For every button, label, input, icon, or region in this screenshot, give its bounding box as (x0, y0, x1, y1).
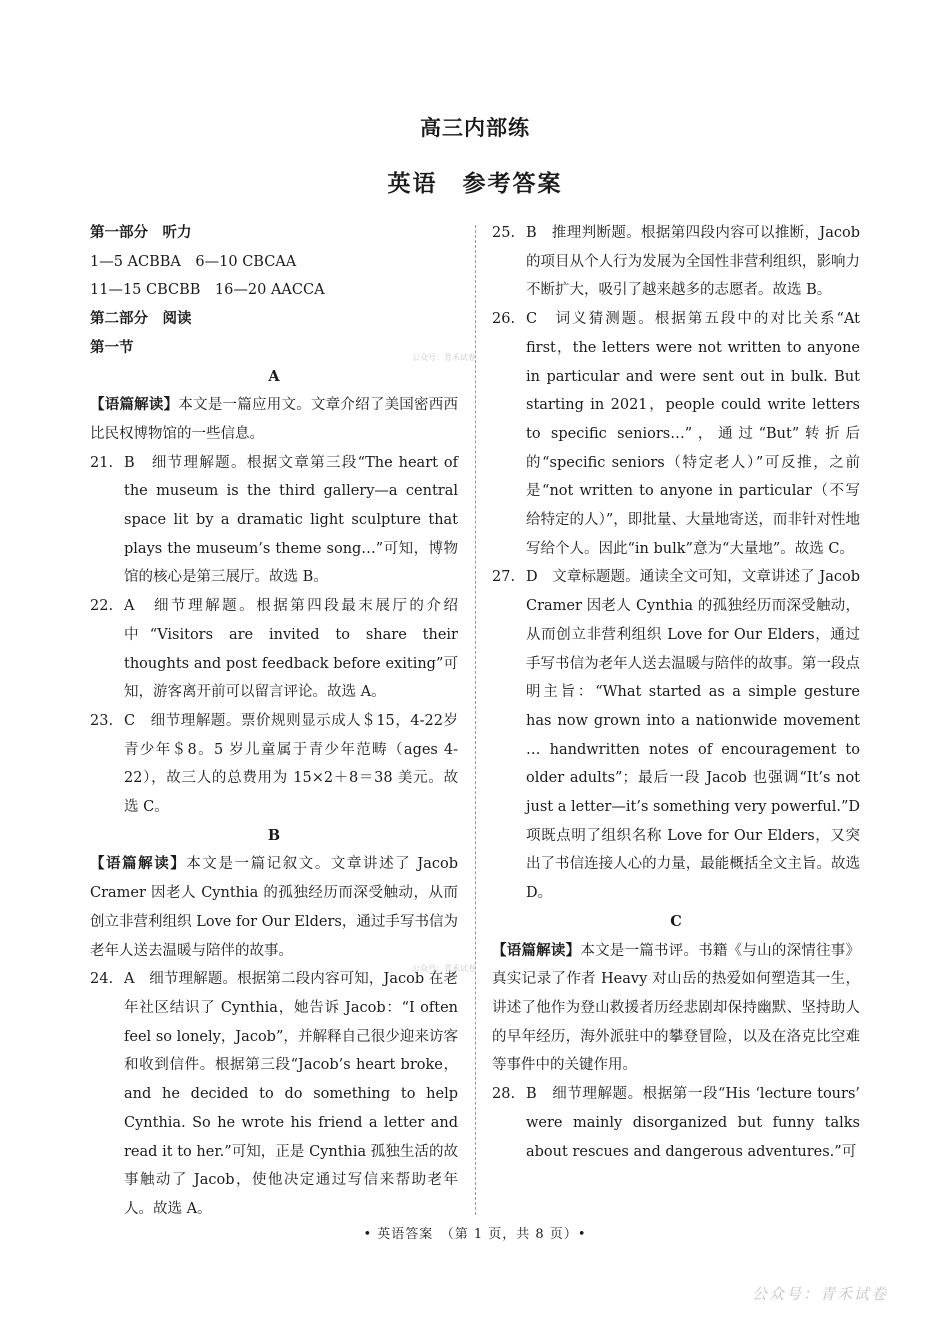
answer-explanation: B 细节理解题。根据第一段“His ‘lecture tours’ were mainly disorganized but funny talks about rescues and dangerous adventures.”可 (526, 1086, 860, 1160)
passage-a-label: A (268, 367, 280, 385)
listening-answers-2: 11—15 CBCBB 16—20 AACCA (90, 282, 325, 299)
answer-item (90, 707, 458, 822)
question-number: 21. (90, 454, 114, 471)
answer-item (492, 563, 860, 907)
question-number: 27. (492, 569, 516, 586)
section1-heading: 第一节 (90, 339, 134, 356)
passage-a-intro-text: 本文是一篇应用文。文章介绍了美国密西西比民权博物馆的一些信息。 (90, 397, 458, 442)
passage-a-tag: 【语篇解读】 (90, 396, 179, 414)
passage-b-intro-text: 本文是一篇记叙文。文章讲述了 Jacob Cramer 因老人 Cynthia 的孤独经历而深受触动，从而创立非营利组织 Love for Our Elders，通过手写书信为老年人送去温暖与陪伴的故事。 (90, 856, 458, 959)
answer-item (90, 965, 458, 1223)
question-number: 22. (90, 598, 114, 615)
passage-c-intro (492, 937, 860, 1081)
column-divider (475, 225, 476, 1215)
passage-c-tag: 【语篇解读】 (492, 941, 581, 959)
watermark: 公众号：青禾试卷 (412, 964, 476, 973)
passage-b-tag: 【语篇解读】 (90, 855, 187, 873)
passage-c-label: C (670, 912, 682, 930)
passage-b-intro (90, 850, 458, 965)
question-number: 23. (90, 712, 114, 729)
answer-explanation: C 细节理解题。票价规则显示成人＄15，4-22岁青少年＄8。5 岁儿童属于青少年范畴（ages 4-22），故三人的总费用为 15×2＋8＝38 美元。故选 C。 (124, 712, 458, 816)
question-number: 26. (492, 311, 516, 328)
corner-watermark: 公众号：青禾试卷 (751, 1285, 888, 1303)
answer-explanation: B 推理判断题。根据第四段内容可以推断，Jacob 的项目从个人行为发展为全国性非营利组织，影响力不断扩大，吸引了越来越多的志愿者。故选 B。 (526, 225, 860, 299)
passage-c-intro-text: 本文是一篇书评。书籍《与山的深情往事》真实记录了作者 Heavy 对山岳的热爱如何塑造其一生，讲述了他作为登山救援者历经悲剧却保持幽默、坚持助人的早年经历，海外派驻中的攀登冒险，以及在洛克比空难等事件中的关键作用。 (492, 942, 860, 1074)
question-number: 24. (90, 971, 114, 988)
answer-explanation: A 细节理解题。根据第四段最末展厅的介绍中“Visitors are invited to share their thoughts and post feedback before exiting”可知，游客离开前可以留言评论。故选 A。 (124, 598, 458, 701)
answer-item (492, 1080, 860, 1166)
right-column (492, 219, 860, 1166)
passage-a-intro (90, 391, 458, 448)
answer-item (492, 305, 860, 563)
answer-explanation: C 词义猜测题。根据第五段中的对比关系“At first，the letters were not written to anyone in particular and were sent out in bulk. But starting in 2021，people could write letters to specific seniors…”，通过“But”转折后的“specific seniors（特定老人）”可反推，之前是“not written to anyone in particular（不写给特定的人）”，即批量、大量地寄送，而非针对性地写给个人。因此“in bulk”意为“大量地”。故选 C。 (526, 311, 860, 557)
answer-explanation: B 细节理解题。根据文章第三段“The heart of the museum is the third gallery—a central space lit by a dramatic light sculpture that plays the museum’s theme song…”可知，博物馆的核心是第三展厅。故选 B。 (124, 454, 458, 586)
question-number: 25. (492, 225, 516, 241)
answer-explanation: A 细节理解题。根据第二段内容可知，Jacob 在老年社区结识了 Cynthia，她告诉 Jacob：“I often feel so lonely，Jacob”，并解释自己很少迎来访客和收到信件。根据第三段“Jacob’s heart broke，and he decided to do something to help Cynthia. So he wrote his friend a letter and read it to her.”可知，正是 Cynthia 孤独生活的故事触动了 Jacob，使他决定通过写信来帮助老年人。故选 A。 (124, 971, 458, 1217)
part1-heading: 第一部分 听力 (90, 225, 192, 241)
left-column (90, 219, 458, 1224)
page-subtitle: 英语 参考答案 (387, 171, 563, 197)
listening-answers-1: 1—5 ACBBA 6—10 CBCAA (90, 253, 297, 270)
answer-item (492, 219, 860, 305)
answer-explanation: D 文章标题题。通读全文可知，文章讲述了 Jacob Cramer 因老人 Cynthia 的孤独经历而深受触动，从而创立非营利组织 Love for Our Elders，通过手写书信为老年人送去温暖与陪伴的故事。第一段点明主旨：“What started as a simple gesture has now grown into a nationwide movement … handwritten notes of encouragement to older adults”；最后一段 Jacob 也强调“It’s not just a letter—it’s something very powerful.”D 项既点明了组织名称 Love for Our Elders，又突出了书信连接人心的力量，最能概括全文主旨。故选 D。 (526, 569, 860, 902)
watermark: 公众号：青禾试卷 (412, 353, 476, 362)
answer-item (90, 592, 458, 707)
answer-item (90, 449, 458, 593)
question-number: 28. (492, 1086, 516, 1103)
passage-b-label: B (267, 826, 281, 844)
page-title: 高三内部练 (420, 116, 530, 140)
page-footer: • 英语答案 （第 1 页，共 8 页）• (363, 1227, 587, 1242)
part2-heading: 第二部分 阅读 (90, 311, 192, 328)
